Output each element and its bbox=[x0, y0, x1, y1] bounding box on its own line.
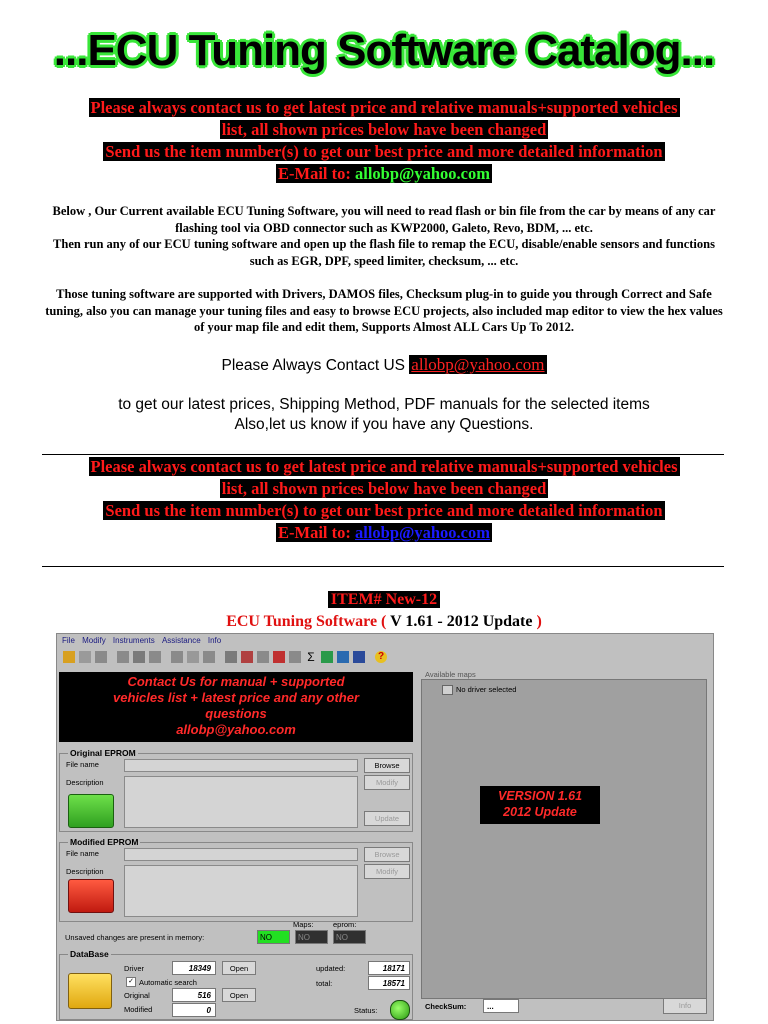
original-file-field[interactable] bbox=[124, 759, 358, 772]
help-icon[interactable]: ? bbox=[375, 651, 387, 663]
contact-line-3: Also,let us know if you have any Questions. bbox=[234, 416, 534, 433]
modify-button[interactable]: Modify bbox=[364, 775, 410, 790]
red-folder-icon bbox=[68, 879, 114, 913]
unsaved-label: Unsaved changes are present in memory: bbox=[65, 933, 205, 942]
description-label-2: Description bbox=[66, 867, 104, 876]
info-icon[interactable] bbox=[353, 651, 365, 663]
unsaved-status-3: NO bbox=[333, 930, 366, 944]
item-paren-close: ) bbox=[532, 613, 542, 630]
original-label: Original bbox=[124, 991, 150, 1000]
edit-icon[interactable] bbox=[241, 651, 253, 663]
available-maps-label: Available maps bbox=[425, 670, 476, 679]
divider-1 bbox=[42, 454, 724, 455]
banner-line-3: questions bbox=[205, 706, 267, 721]
item-title bbox=[0, 612, 768, 632]
table-icon[interactable] bbox=[171, 651, 183, 663]
original-eprom-group bbox=[59, 748, 413, 832]
save-icon[interactable] bbox=[79, 651, 91, 663]
menu-assistance[interactable]: Assistance bbox=[161, 636, 201, 645]
email-b-label: E-Mail to: bbox=[278, 523, 355, 542]
export-icon[interactable] bbox=[225, 651, 237, 663]
status-label: Status: bbox=[354, 1006, 378, 1015]
menu-info[interactable]: Info bbox=[207, 636, 222, 645]
banner-line-4: allobp@yahoo.com bbox=[176, 722, 296, 737]
notice-bottom bbox=[0, 456, 768, 544]
browse-button-2[interactable]: Browse bbox=[364, 847, 410, 862]
menu-bar bbox=[57, 634, 713, 647]
version-line-2: 2012 Update bbox=[503, 805, 577, 819]
driver-label: Driver bbox=[124, 964, 144, 973]
status-indicator-icon bbox=[390, 1000, 410, 1020]
available-maps-panel[interactable] bbox=[421, 679, 707, 999]
book-icon[interactable] bbox=[321, 651, 333, 663]
version-line-1: VERSION 1.61 bbox=[497, 789, 583, 803]
item-number bbox=[0, 590, 768, 610]
database-group bbox=[59, 949, 413, 1020]
database-title: DataBase bbox=[70, 949, 109, 959]
open-original-button[interactable]: Open bbox=[222, 988, 256, 1002]
modified-eprom-group bbox=[59, 837, 413, 922]
driver-node-icon bbox=[442, 685, 453, 695]
item-paren-open: ( bbox=[377, 613, 391, 630]
total-label: total: bbox=[316, 979, 333, 988]
catalog-title: ...ECU Tuning Software Catalog... bbox=[53, 26, 715, 75]
modified-eprom-title: Modified EPROM bbox=[70, 837, 139, 847]
modified-label: Modified bbox=[124, 1005, 153, 1014]
unsaved-status-2: NO bbox=[295, 930, 328, 944]
total-count: 18571 bbox=[368, 976, 410, 990]
email-label: E-Mail to: bbox=[278, 164, 355, 183]
modify-button-2[interactable]: Modify bbox=[364, 864, 410, 879]
contact-email-link[interactable]: allobp@yahoo.com bbox=[411, 355, 545, 374]
open-driver-button[interactable]: Open bbox=[222, 961, 256, 975]
item-number-label: ITEM# New-12 bbox=[328, 591, 440, 608]
notice-top bbox=[0, 97, 768, 185]
file-name-label: File name bbox=[66, 760, 99, 769]
checksum-label: CheckSum: bbox=[425, 1002, 467, 1011]
item-name: ECU Tuning Software bbox=[226, 613, 378, 630]
grid-icon[interactable] bbox=[117, 651, 129, 663]
maps-label: Maps: bbox=[293, 920, 314, 929]
compare-icon[interactable] bbox=[203, 651, 215, 663]
open-folder-icon[interactable] bbox=[63, 651, 75, 663]
notice-line-1: Please always contact us to get latest price and relative manuals+supported vehicles bbox=[90, 98, 678, 117]
notice-b-line-2: list, all shown prices below have been changed bbox=[221, 479, 547, 498]
document-icon[interactable] bbox=[95, 651, 107, 663]
browse-button[interactable]: Browse bbox=[364, 758, 410, 773]
banner-line-2: vehicles list + latest price and any other bbox=[112, 690, 360, 705]
intro-p3: Those tuning software are supported with Drivers, DAMOS files, Checksum plug-in to guide you through Correct and Safe tuning, also you can manage your tuning files and easy to browse ECU projects, also included map editor to view the hex values of your map file and edit them, Supports Almost ALL Cars Up To 2012. bbox=[45, 287, 723, 334]
updated-count: 18171 bbox=[368, 961, 410, 975]
intro-p1: Below , Our Current available ECU Tuning Software, you will need to read flash or bin file from the car by means of any car flashing tool via OBD connector such as KWP2000, Galeto, Revo, BDM, ... etc. bbox=[52, 204, 716, 235]
menu-modify[interactable]: Modify bbox=[82, 636, 106, 645]
hex-icon[interactable] bbox=[257, 651, 269, 663]
window-icon[interactable] bbox=[337, 651, 349, 663]
unsaved-status-1: NO bbox=[257, 930, 290, 944]
no-driver-node[interactable]: No driver selected bbox=[456, 685, 517, 694]
banner-line-1: Contact Us for manual + supported bbox=[127, 674, 345, 689]
auto-search-checkbox[interactable]: ✓ bbox=[126, 977, 136, 987]
notice-b-line-3: Send us the item number(s) to get our best price and more detailed information bbox=[105, 501, 663, 520]
intro-p2: Then run any of our ECU tuning software and open up the flash file to remap the ECU, disable/enable sensors and functions such as EGR, DPF, speed limiter, checksum, ... etc. bbox=[53, 237, 715, 268]
updated-label: updated: bbox=[316, 964, 346, 973]
auto-search-label: Automatic search bbox=[139, 978, 197, 987]
divider-2 bbox=[42, 566, 724, 567]
file-name-label-2: File name bbox=[66, 849, 99, 858]
modified-count: 0 bbox=[172, 1003, 216, 1017]
version-badge bbox=[480, 786, 600, 824]
eprom-label: eprom: bbox=[333, 920, 357, 929]
notice-b-line-1: Please always contact us to get latest price and relative manuals+supported vehicles bbox=[90, 457, 678, 476]
delete-icon[interactable] bbox=[273, 651, 285, 663]
email-link[interactable]: allobp@yahoo.com bbox=[354, 164, 490, 183]
graph-icon[interactable] bbox=[187, 651, 199, 663]
info-button[interactable]: Info bbox=[663, 998, 707, 1014]
original-count: 516 bbox=[172, 988, 216, 1002]
description-label: Description bbox=[66, 778, 104, 787]
update-button[interactable]: Update bbox=[364, 811, 410, 826]
original-eprom-title: Original EPROM bbox=[70, 748, 136, 758]
contact-banner bbox=[59, 672, 413, 742]
email-b-link[interactable]: allobp@yahoo.com bbox=[354, 523, 490, 542]
list-icon[interactable] bbox=[289, 651, 301, 663]
app-window bbox=[56, 633, 714, 1021]
notice-line-2: list, all shown prices below have been changed bbox=[221, 120, 547, 139]
intro-text bbox=[40, 203, 728, 336]
tools-icon[interactable] bbox=[149, 651, 161, 663]
notice-line-3: Send us the item number(s) to get our best price and more detailed information bbox=[105, 142, 663, 161]
contact-line bbox=[0, 355, 768, 376]
database-folder-icon bbox=[68, 973, 112, 1009]
toolbar bbox=[57, 649, 713, 667]
modified-description-field[interactable] bbox=[124, 865, 358, 917]
menu-file[interactable]: File bbox=[62, 636, 75, 645]
contact-line-2: to get our latest prices, Shipping Method, PDF manuals for the selected items bbox=[118, 396, 650, 413]
sum-icon[interactable]: Σ bbox=[307, 650, 315, 664]
contact-details bbox=[0, 395, 768, 435]
checksum-field[interactable]: ... bbox=[483, 999, 519, 1013]
item-version: V 1.61 - 2012 Update bbox=[390, 613, 533, 630]
driver-count: 18349 bbox=[172, 961, 216, 975]
contact-prefix: Please Always Contact US bbox=[221, 357, 410, 374]
chart-icon[interactable] bbox=[133, 651, 145, 663]
menu-instruments[interactable]: Instruments bbox=[112, 636, 155, 645]
original-description-field[interactable] bbox=[124, 776, 358, 828]
modified-file-field[interactable] bbox=[124, 848, 358, 861]
green-folder-icon bbox=[68, 794, 114, 828]
